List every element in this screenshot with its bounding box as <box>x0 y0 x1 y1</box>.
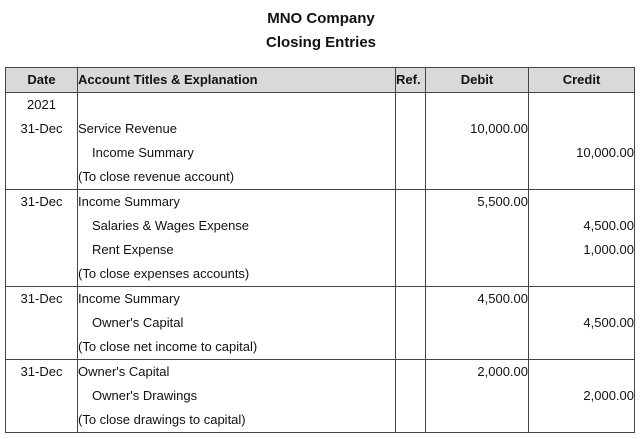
debit-amount: 5,500.00 <box>426 190 529 215</box>
table-row <box>6 335 635 360</box>
credit-amount: 4,500.00 <box>529 214 635 238</box>
credit-account: Salaries & Wages Expense <box>78 214 396 238</box>
credit-account: Income Summary <box>78 141 396 165</box>
column-header-account: Account Titles & Explanation <box>78 68 396 93</box>
debit-amount: 10,000.00 <box>426 117 529 141</box>
journal-table <box>5 67 635 433</box>
year-cell: 2021 <box>6 93 78 118</box>
column-header-date: Date <box>6 68 78 93</box>
entry-explanation: (To close net income to capital) <box>78 335 396 360</box>
table-row <box>6 117 635 141</box>
table-row <box>6 287 635 312</box>
credit-amount: 2,000.00 <box>529 384 635 408</box>
debit-account: Owner's Capital <box>78 360 396 385</box>
debit-account: Income Summary <box>78 190 396 215</box>
credit-amount: 4,500.00 <box>529 311 635 335</box>
entry-date: 31-Dec <box>6 287 78 312</box>
company-title: MNO Company <box>267 10 375 27</box>
credit-account: Owner's Drawings <box>78 384 396 408</box>
table-row <box>6 384 635 408</box>
page-subtitle: Closing Entries <box>265 34 377 51</box>
table-row <box>6 360 635 385</box>
entry-date: 31-Dec <box>6 190 78 215</box>
column-header-ref: Ref. <box>396 68 426 93</box>
table-row <box>6 408 635 433</box>
table-row <box>6 141 635 165</box>
debit-account: Service Revenue <box>78 117 396 141</box>
debit-account: Income Summary <box>78 287 396 312</box>
table-row-year <box>6 93 635 118</box>
debit-amount: 4,500.00 <box>426 287 529 312</box>
table-row <box>6 238 635 262</box>
column-header-credit: Credit <box>529 68 635 93</box>
table-row <box>6 311 635 335</box>
entry-date: 31-Dec <box>6 360 78 385</box>
entry-explanation: (To close expenses accounts) <box>78 262 396 287</box>
table-row <box>6 214 635 238</box>
table-row <box>6 262 635 287</box>
entry-date: 31-Dec <box>6 117 78 141</box>
entry-explanation: (To close revenue account) <box>78 165 396 190</box>
entry-explanation: (To close drawings to capital) <box>78 408 396 433</box>
debit-amount: 2,000.00 <box>426 360 529 385</box>
credit-account: Rent Expense <box>78 238 396 262</box>
credit-account: Owner's Capital <box>78 311 396 335</box>
table-header-row <box>6 68 635 93</box>
table-row <box>6 190 635 215</box>
table-row <box>6 165 635 190</box>
credit-amount: 10,000.00 <box>529 141 635 165</box>
credit-amount: 1,000.00 <box>529 238 635 262</box>
column-header-debit: Debit <box>426 68 529 93</box>
